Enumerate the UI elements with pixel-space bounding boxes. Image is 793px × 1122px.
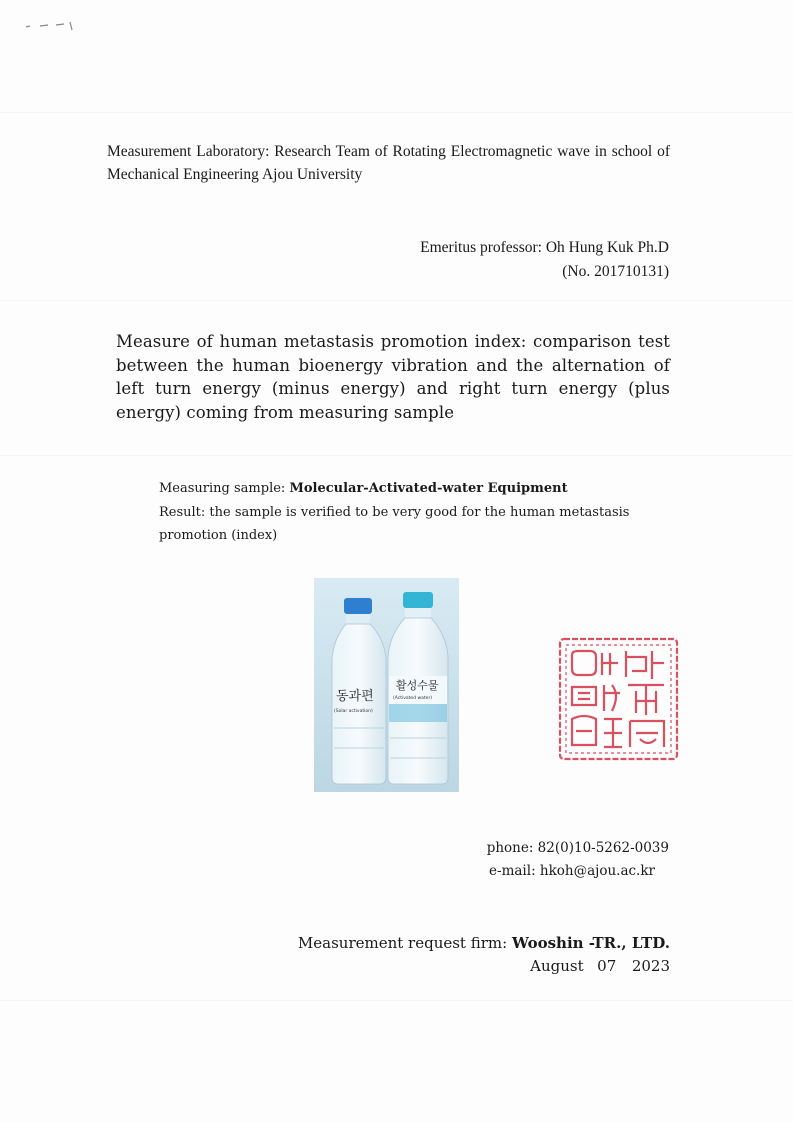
scan-mark (24, 18, 80, 32)
professor-block (420, 236, 669, 284)
professor-name: Oh Hung Kuk Ph.D (545, 239, 669, 256)
professor-number: (No. 201710131) (562, 263, 669, 280)
email-text: e-mail: hkoh@ajou.ac.kr (489, 863, 655, 879)
phone-text: phone: 82(0)10-5262-0039 (486, 840, 669, 856)
laboratory-value: Research Team of Rotating Electromagnetic wave in school of Mechanical Engineering Ajou University (107, 143, 670, 183)
scan-line (0, 1000, 793, 1001)
left-bottle-sublabel: (Solar activation) (334, 709, 373, 714)
request-block (298, 932, 670, 978)
date-year: 2023 (631, 957, 670, 975)
sample-value: Molecular-Activated-water Equipment (289, 481, 568, 496)
scan-line (0, 455, 793, 456)
sample-label: Measuring sample: (159, 481, 286, 496)
scan-line (0, 300, 793, 301)
laboratory-label: Measurement Laboratory: (107, 143, 270, 160)
request-label: Measurement request firm: (297, 934, 508, 952)
laboratory-line (107, 140, 670, 186)
professor-label: Emeritus professor: (420, 239, 542, 256)
sample-result: Result: the sample is verified to be very good for the human metastasis promotion (index) (159, 504, 630, 543)
right-bottle-label: 활성수물 (396, 679, 439, 692)
sample-block (159, 477, 674, 548)
request-firm: Wooshin -TR., LTD. (511, 934, 670, 952)
scan-line (0, 112, 793, 113)
sample-photo (314, 578, 459, 792)
right-bottle-sublabel: (Activated water) (393, 696, 433, 701)
left-bottle-label: 동과편 (336, 689, 374, 704)
contact-block (487, 837, 669, 883)
date-month: August (530, 957, 584, 975)
document-title: Measure of human metastasis promotion index: comparison test between the human bioenergy vibration and the alternation of left turn energy (minus energy) and right turn energy (plus energy) coming from measuring sample (116, 332, 670, 422)
official-seal-stamp (556, 635, 681, 763)
date-day: 07 (597, 957, 617, 975)
document-date (298, 955, 670, 978)
